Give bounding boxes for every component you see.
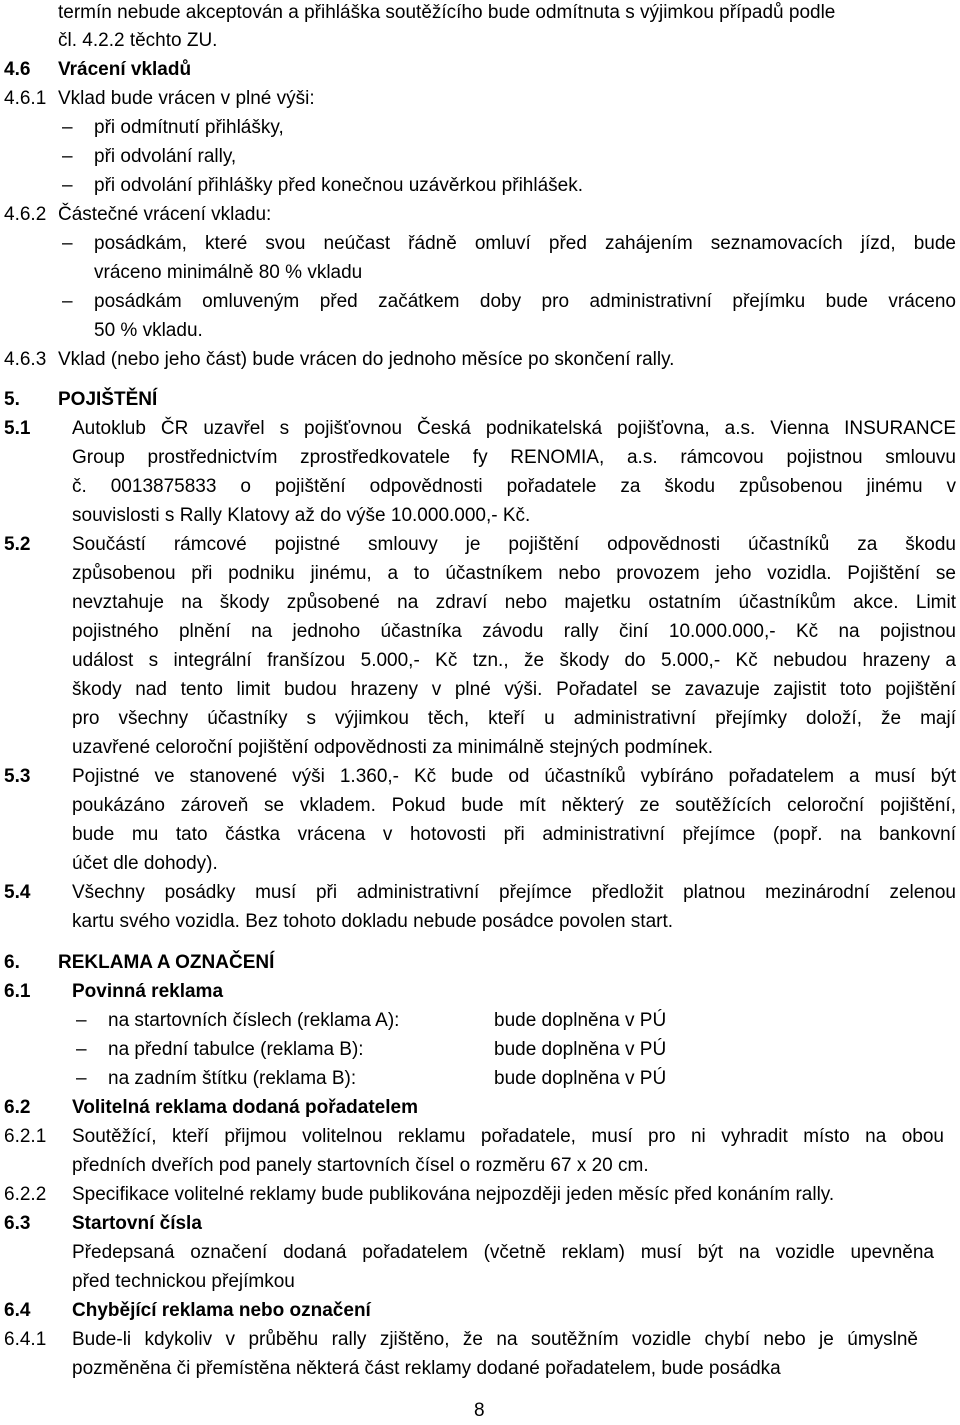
section-number: 6. (4, 952, 20, 973)
paragraph-line: nevztahuje na škody způsobené na zdraví nebo majetku ostatním účastníkům akce. Limit (72, 592, 956, 613)
ad-label: na zadním štítku (reklama B): (108, 1068, 357, 1089)
paragraph-line: Bude-li kdykoliv v průběhu rally zjištěno, že na soutěžním vozidle chybí nebo je úmyslně (72, 1329, 918, 1350)
list-dash: – (62, 117, 73, 138)
paragraph-number: 4.6.3 (4, 349, 47, 370)
paragraph-line: pojistného plnění na jednoho účastníka závodu rally činí 10.000.000,- Kč na pojistnou (72, 621, 956, 642)
paragraph-number: 5.1 (4, 418, 31, 439)
paragraph-line: poukázáno zároveň se vkladem. Pokud bude mít některý ze soutěžících celoroční pojištění, (72, 795, 956, 816)
subsection-number: 6.3 (4, 1213, 31, 1234)
list-item-continuation: 50 % vkladu. (94, 320, 203, 341)
list-item: posádkám, které svou neúčast řádně omluví před zahájením seznamovacích jízd, bude (94, 233, 956, 254)
paragraph-line: Soutěžící, kteří přijmou volitelnou reklamu pořadatele, musí pro ni vyhradit místo na obou (72, 1126, 944, 1147)
section-title: POJIŠTĚNÍ (58, 389, 158, 410)
subsection-number: 6.2 (4, 1097, 31, 1118)
subsection-number: 6.4 (4, 1300, 31, 1321)
page-number: 8 (474, 1400, 485, 1421)
paragraph-line: č. 0013875833 o pojištění odpovědnosti pořadatele za škodu způsobenou jinému v (72, 476, 956, 497)
paragraph-line: účet dle dohody). (72, 853, 218, 874)
paragraph-line: Pojistné ve stanovené výši 1.360,- Kč bude od účastníků vybíráno pořadatelem a musí být (72, 766, 956, 787)
paragraph-line: Group prostřednictvím zprostředkovatele fy RENOMIA, a.s. rámcovou pojistnou smlouvu (72, 447, 956, 468)
paragraph-number: 6.2.2 (4, 1184, 47, 1205)
list-dash: – (62, 146, 73, 167)
ad-label: na přední tabulce (reklama B): (108, 1039, 364, 1060)
section-number: 5. (4, 389, 20, 410)
paragraph-line: Všechny posádky musí při administrativní přejímce předložit platnou mezinárodní zelenou (72, 882, 956, 903)
paragraph-text: Částečné vrácení vkladu: (58, 204, 272, 225)
paragraph-line: Předepsaná označení dodaná pořadatelem (včetně reklam) musí být na vozidle upevněna (72, 1242, 934, 1263)
paragraph-number: 5.4 (4, 882, 31, 903)
paragraph-line: před technickou přejímkou (72, 1271, 295, 1292)
paragraph-number: 6.2.1 (4, 1126, 47, 1147)
ad-value: bude doplněna v PÚ (494, 1010, 667, 1031)
list-item: při odvolání rally, (94, 146, 237, 167)
section-number: 4.6 (4, 59, 31, 80)
paragraph-line: předních dveřích pod panely startovních čísel o rozměru 67 x 20 cm. (72, 1155, 649, 1176)
subsection-title: Startovní čísla (72, 1213, 202, 1234)
paragraph-text: Vklad (nebo jeho část) bude vrácen do jednoho měsíce po skončení rally. (58, 349, 675, 370)
ad-value: bude doplněna v PÚ (494, 1068, 667, 1089)
list-dash: – (62, 233, 73, 254)
list-dash: – (62, 291, 73, 312)
list-dash: – (62, 175, 73, 196)
list-item: při odmítnutí přihlášky, (94, 117, 284, 138)
subsection-title: Povinná reklama (72, 981, 224, 1002)
paragraph-line: způsobenou při podniku jinému, a to účastníkem nebo provozem jeho vozidla. Pojištění se (72, 563, 956, 584)
ad-value: bude doplněna v PÚ (494, 1039, 667, 1060)
paragraph-line: pro všechny účastníky s výjimkou těch, kteří u administrativní přejímky doloží, že mají (72, 708, 956, 729)
paragraph-line: Autoklub ČR uzavřel s pojišťovnou Česká podnikatelská pojišťovna, a.s. Vienna INSURANCE (72, 418, 956, 439)
list-dash: – (76, 1068, 87, 1089)
list-item-continuation: vráceno minimálně 80 % vkladu (94, 262, 363, 283)
paragraph-number: 4.6.2 (4, 204, 47, 225)
section-title: REKLAMA A OZNAČENÍ (58, 952, 275, 973)
subsection-title: Chybějící reklama nebo označení (72, 1300, 371, 1321)
continuation-line-2: čl. 4.2.2 těchto ZU. (58, 30, 218, 51)
section-title: Vrácení vkladů (58, 59, 192, 80)
paragraph-line: souvislosti s Rally Klatovy až do výše 10.000.000,- Kč. (72, 505, 531, 526)
paragraph-text: Vklad bude vrácen v plné výši: (58, 88, 315, 109)
paragraph-line: škody nad tento limit budou hrazeny v plné výši. Pořadatel se zavazuje zajistit toto pojištění (72, 679, 956, 700)
list-item: při odvolání přihlášky před konečnou uzávěrkou přihlášek. (94, 175, 583, 196)
subsection-number: 6.1 (4, 981, 31, 1002)
paragraph-line: pozměněna či přemístěna některá část reklamy dodané pořadatelem, bude posádka (72, 1358, 781, 1379)
paragraph-line: uzavřené celoroční pojištění odpovědnosti za minimálně stejných podmínek. (72, 737, 714, 758)
list-dash: – (76, 1010, 87, 1031)
continuation-line-1: termín nebude akceptován a přihláška soutěžícího bude odmítnuta s výjimkou případů podle (58, 2, 836, 23)
paragraph-line: událost s integrální franšízou 5.000,- Kč tzn., že škody do 5.000,- Kč nebudou hrazeny a (72, 650, 956, 671)
paragraph-number: 6.4.1 (4, 1329, 47, 1350)
paragraph-line: Specifikace volitelné reklamy bude publikována nejpozději jeden měsíc před konáním rally. (72, 1184, 835, 1205)
subsection-title: Volitelná reklama dodaná pořadatelem (72, 1097, 418, 1118)
paragraph-line: kartu svého vozidla. Bez tohoto dokladu nebude posádce povolen start. (72, 911, 674, 932)
list-item: posádkám omluveným před začátkem doby pro administrativní přejímku bude vráceno (94, 291, 956, 312)
paragraph-number: 4.6.1 (4, 88, 47, 109)
paragraph-line: bude mu tato částka vrácena v hotovosti při administrativní přejímce (popř. na bankovní (72, 824, 956, 845)
paragraph-number: 5.3 (4, 766, 31, 787)
paragraph-number: 5.2 (4, 534, 31, 555)
ad-label: na startovních číslech (reklama A): (108, 1010, 400, 1031)
list-dash: – (76, 1039, 87, 1060)
paragraph-line: Součástí rámcové pojistné smlouvy je pojištění odpovědnosti účastníků za škodu (72, 534, 956, 555)
